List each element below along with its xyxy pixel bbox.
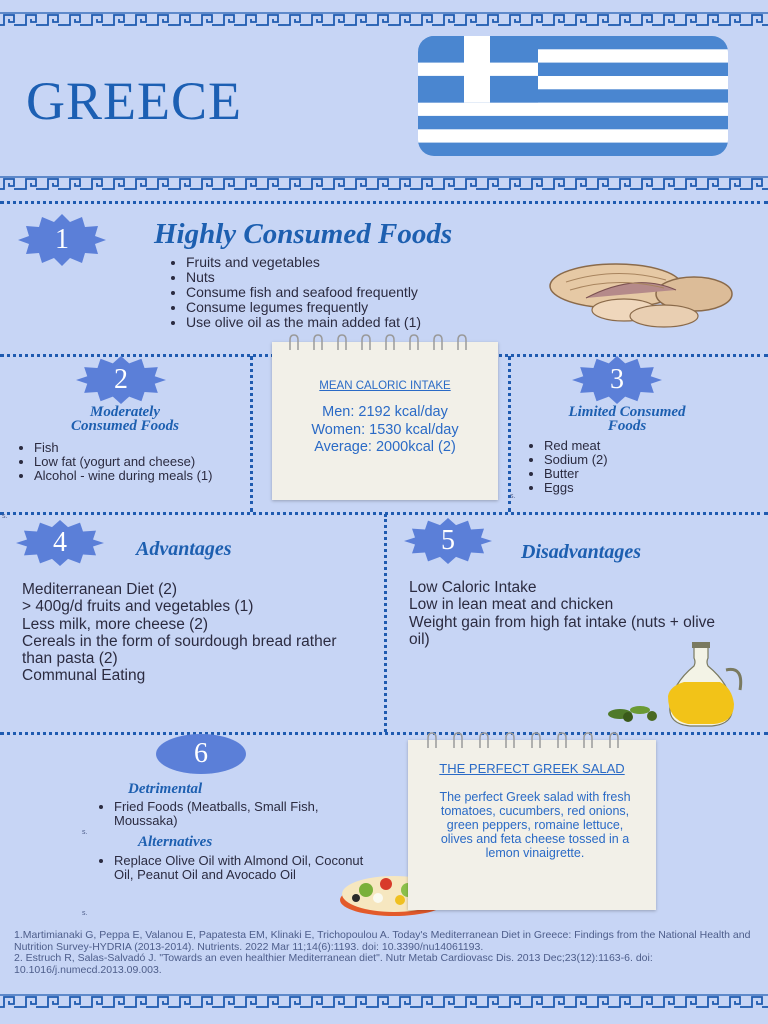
section-5-lines [409,579,739,648]
greek-key-border-bottom [0,994,768,1008]
section-6-number: 6 [194,738,208,769]
stray-mark: s. [510,493,516,500]
list-item: • Fish [34,441,244,455]
section-3-number: 3 [610,364,624,395]
greek-salad-note [408,740,656,910]
section-4-badge [16,520,104,566]
reference-1: 1.Martimianaki G, Peppa E, Valanou E, Papatesta EM, Klinaki E, Trichopoulou A. Today's Mediterranean Diet in Greece: Findings from the National Health and Nutrition Survey-HYDRIA (2013-2014). Nutrients. 2022 Mar 11;14(6):1193. doi: 10.3390/nu14061193. [14,929,751,953]
section-2-badge [76,356,166,404]
stray-mark: s. [2,513,8,520]
caloric-line: Women: 1530 kcal/day [311,421,459,438]
advantage-line: Mediterranean Diet (2) [22,581,178,598]
greece-flag-icon [418,36,728,156]
divider-v1 [250,356,253,512]
reference-2: 2. Estruch R, Salas-Salvadó J. "Towards an even healthier Mediterranean diet". Nutr Metab Cardiovasc Dis. 2013 Dec;23(12):1163-6. doi: 10.1016/j.numecd.2013.09.003. [14,952,653,976]
section-3-list [524,439,744,495]
list-item: • Eggs [544,481,744,495]
list-item: • Replace Olive Oil with Almond Oil, Coconut Oil, Peanut Oil and Avocado Oil [114,854,364,882]
section-2-title-line2: Consumed Foods [71,418,179,434]
list-item: • Consume legumes frequently [186,300,566,315]
section-5-number: 5 [441,525,455,556]
divider-v2 [508,356,511,512]
disadvantage-line: Low Caloric Intake [409,579,537,596]
list-item: • Alcohol - wine during meals (1) [34,469,244,483]
section-5-title: Disadvantages [521,541,641,563]
list-item: • Nuts [186,270,566,285]
detrimental-list [94,800,364,828]
section-1-number: 1 [55,224,69,255]
section-2-number: 2 [114,364,128,395]
list-item: • Fruits and vegetables [186,255,566,270]
section-2-title-line1: Moderately [90,404,160,420]
salad-note-heading: THE PERFECT GREEK SALAD [439,761,625,776]
detrimental-title: Detrimental [128,781,203,797]
section-5-badge [404,518,492,564]
disadvantage-line: Low in lean meat and chicken [409,596,614,614]
spiral-rings-icon [280,334,490,352]
list-item: • Red meat [544,439,744,453]
list-item: • Low fat (yogurt and cheese) [34,455,244,469]
section-4-lines [22,581,362,685]
section-3-title-line1: Limited Consumed [568,404,686,420]
divider-top [0,201,768,204]
section-3-title-line2: Foods [607,418,647,434]
references [14,930,754,976]
stray-mark: s. [82,829,88,836]
section-2-list [14,441,244,483]
section-4-title: Advantages [136,538,232,560]
advantage-line: Less milk, more cheese (2) [22,615,209,633]
peanuts-illustration [546,252,736,332]
olive-oil-bottle-illustration [598,642,748,728]
spiral-rings-icon [416,732,648,750]
greek-key-border-middle [0,176,768,190]
advantage-line: Communal Eating [22,667,146,685]
stray-mark: s. [82,910,88,917]
section-3-title [516,405,738,433]
page-title: GREECE [26,71,242,131]
section-1-list [166,255,566,330]
caloric-line: Men: 2192 kcal/day [322,404,448,420]
list-item: • Fried Foods (Meatballs, Small Fish, Moussaka) [114,800,364,828]
section-1-badge [18,214,106,266]
section-4-number: 4 [53,527,67,558]
section-1-title: Highly Consumed Foods [154,218,453,250]
alternatives-list [94,854,364,882]
salad-note-text: The perfect Greek salad with fresh tomatoes, cucumbers, red onions, green peppers, romaine lettuce, olives and feta cheese tossed in a lemon vinaigrette. [439,790,631,860]
caloric-intake-note [272,342,498,500]
disadvantage-line: Weight gain from high fat intake (nuts + olive oil) [409,613,716,648]
list-item: • Consume fish and seafood frequently [186,285,566,300]
caloric-note-lines [272,404,498,457]
section-3-badge [572,356,662,404]
alternatives-title: Alternatives [138,834,213,850]
list-item: • Butter [544,467,744,481]
caloric-note-heading: MEAN CALORIC INTAKE [319,380,451,392]
section-2-title [20,405,230,433]
divider-v3 [384,514,387,732]
caloric-line: Average: 2000kcal (2) [314,439,456,455]
list-item: • Use olive oil as the main added fat (1) [186,315,566,330]
greek-key-border-top [0,12,768,26]
section-6-badge [156,734,246,774]
divider-row4 [0,732,768,735]
list-item: • Sodium (2) [544,453,744,467]
advantage-line: Cereals in the form of sourdough bread rather than pasta (2) [22,632,337,668]
advantage-line: > 400g/d fruits and vegetables (1) [22,598,254,616]
